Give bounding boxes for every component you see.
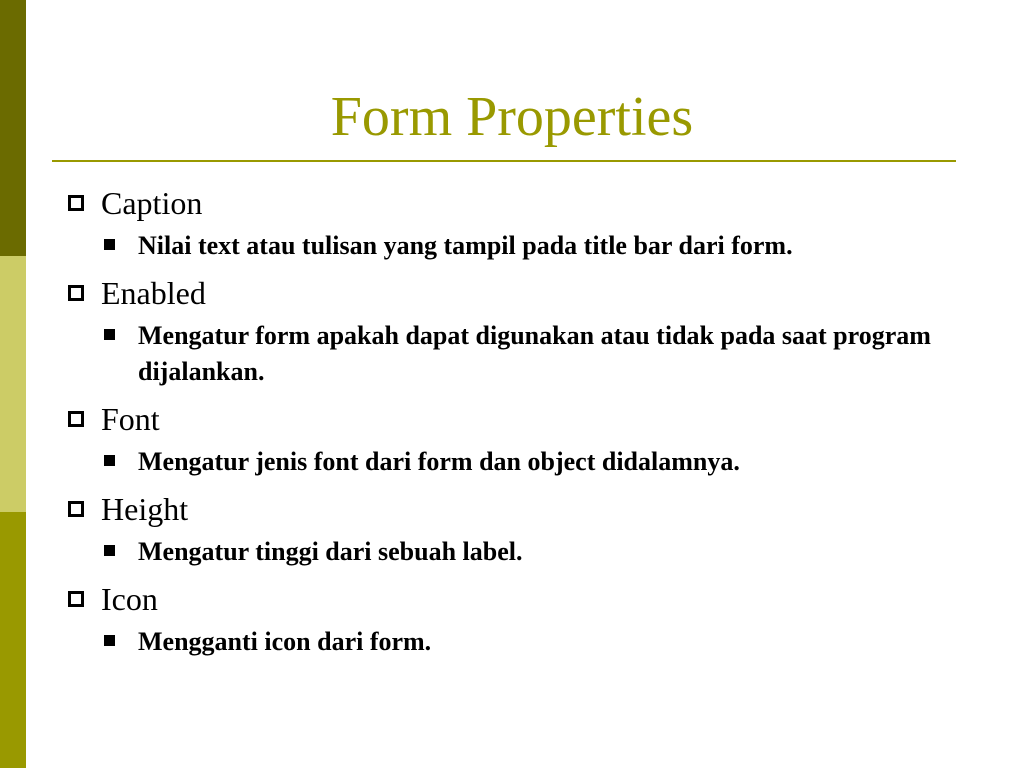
hollow-square-bullet-icon (68, 195, 84, 211)
item-heading-height (64, 488, 964, 530)
item-detail (64, 534, 964, 570)
item-detail-text: Nilai text atau tulisan yang tampil pada title bar dari form. (138, 231, 793, 260)
item-heading-icon (64, 578, 964, 620)
item-detail (64, 318, 964, 390)
list-item (64, 578, 964, 660)
item-detail (64, 624, 964, 660)
item-heading-text: Enabled (101, 275, 206, 311)
filled-square-bullet-icon (104, 329, 115, 340)
item-detail-text: Mengatur tinggi dari sebuah label. (138, 537, 523, 566)
item-heading-caption (64, 182, 964, 224)
filled-square-bullet-icon (104, 455, 115, 466)
item-heading-text: Font (101, 401, 160, 437)
filled-square-bullet-icon (104, 635, 115, 646)
item-detail-text: Mengganti icon dari form. (138, 627, 432, 656)
hollow-square-bullet-icon (68, 411, 84, 427)
filled-square-bullet-icon (104, 545, 115, 556)
item-heading-text: Caption (101, 185, 203, 221)
item-heading-font (64, 398, 964, 440)
title-underline (52, 160, 956, 162)
list-item (64, 182, 964, 264)
hollow-square-bullet-icon (68, 501, 84, 517)
list-item (64, 398, 964, 480)
item-heading-text: Height (101, 491, 189, 527)
item-heading-text: Icon (101, 581, 158, 617)
filled-square-bullet-icon (104, 239, 115, 250)
band-top-segment (0, 0, 26, 256)
item-detail (64, 444, 964, 480)
item-detail-text: Mengatur form apakah dapat digunakan atau tidak pada saat program dijalankan. (138, 321, 931, 386)
hollow-square-bullet-icon (68, 591, 84, 607)
slide-title: Form Properties (330, 86, 694, 148)
list-item (64, 272, 964, 390)
band-bottom-segment (0, 512, 26, 768)
hollow-square-bullet-icon (68, 285, 84, 301)
band-middle-segment (0, 256, 26, 512)
item-detail-text: Mengatur jenis font dari form dan object didalamnya. (138, 447, 740, 476)
bullet-list (64, 182, 964, 668)
item-detail (64, 228, 964, 264)
item-heading-enabled (64, 272, 964, 314)
list-item (64, 488, 964, 570)
left-color-band (0, 0, 26, 768)
